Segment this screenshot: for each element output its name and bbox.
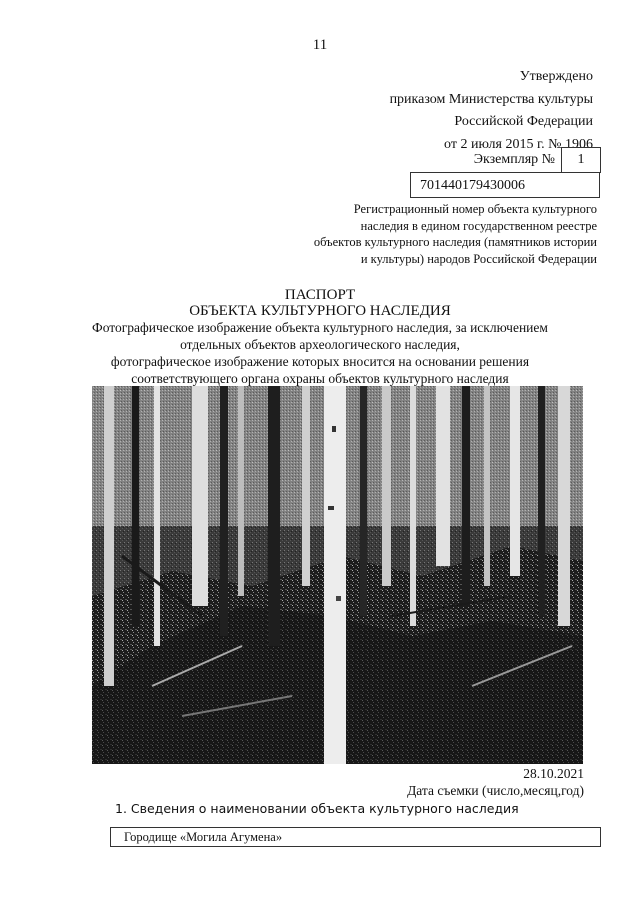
approval-line: Российской Федерации xyxy=(454,114,593,129)
page-number: 11 xyxy=(312,37,328,53)
description-line: фотографическое изображение которых вносится на основании решения xyxy=(110,354,530,369)
document-title: ПАСПОРТ xyxy=(284,287,356,303)
approval-block xyxy=(390,66,593,156)
copy-number-row xyxy=(474,147,601,173)
registration-caption xyxy=(267,201,597,267)
description-line: соответствующего органа охраны объектов культурного наследия xyxy=(131,371,509,386)
copy-number-box: 1 xyxy=(561,147,601,173)
document-subtitle-heading: ОБЪЕКТА КУЛЬТУРНОГО НАСЛЕДИЯ xyxy=(189,303,451,319)
copy-number-label: Экземпляр № xyxy=(473,152,555,167)
forest-photo-illustration xyxy=(92,386,583,764)
description-line: Фотографическое изображение объекта культурного наследия, за исключением xyxy=(92,320,548,335)
photo-description xyxy=(60,319,580,387)
section-heading: 1. Сведения о наименовании объекта культурного наследия xyxy=(115,801,519,816)
caption-line: объектов культурного наследия (памятников истории xyxy=(313,235,597,249)
site-photo xyxy=(92,386,583,764)
caption-line: и культуры) народов Российской Федерации xyxy=(360,251,597,266)
registration-number-box: 701440179430006 xyxy=(410,172,600,198)
caption-line: Регистрационный номер объекта культурного xyxy=(353,202,597,216)
approval-line: приказом Министерства культуры xyxy=(389,91,593,107)
description-line: отдельных объектов археологического наследия, xyxy=(180,337,460,352)
approval-line: от 2 июля 2015 г. № 1906 xyxy=(444,136,593,152)
caption-line: наследия в едином государственном реестре xyxy=(360,218,597,233)
approval-line: Утверждено xyxy=(519,69,593,84)
photo-date: 28.10.2021 xyxy=(523,766,584,781)
photo-date-label: Дата съемки (число,месяц,год) xyxy=(407,783,584,798)
object-name-field: Городище «Могила Агумена» xyxy=(110,827,601,847)
